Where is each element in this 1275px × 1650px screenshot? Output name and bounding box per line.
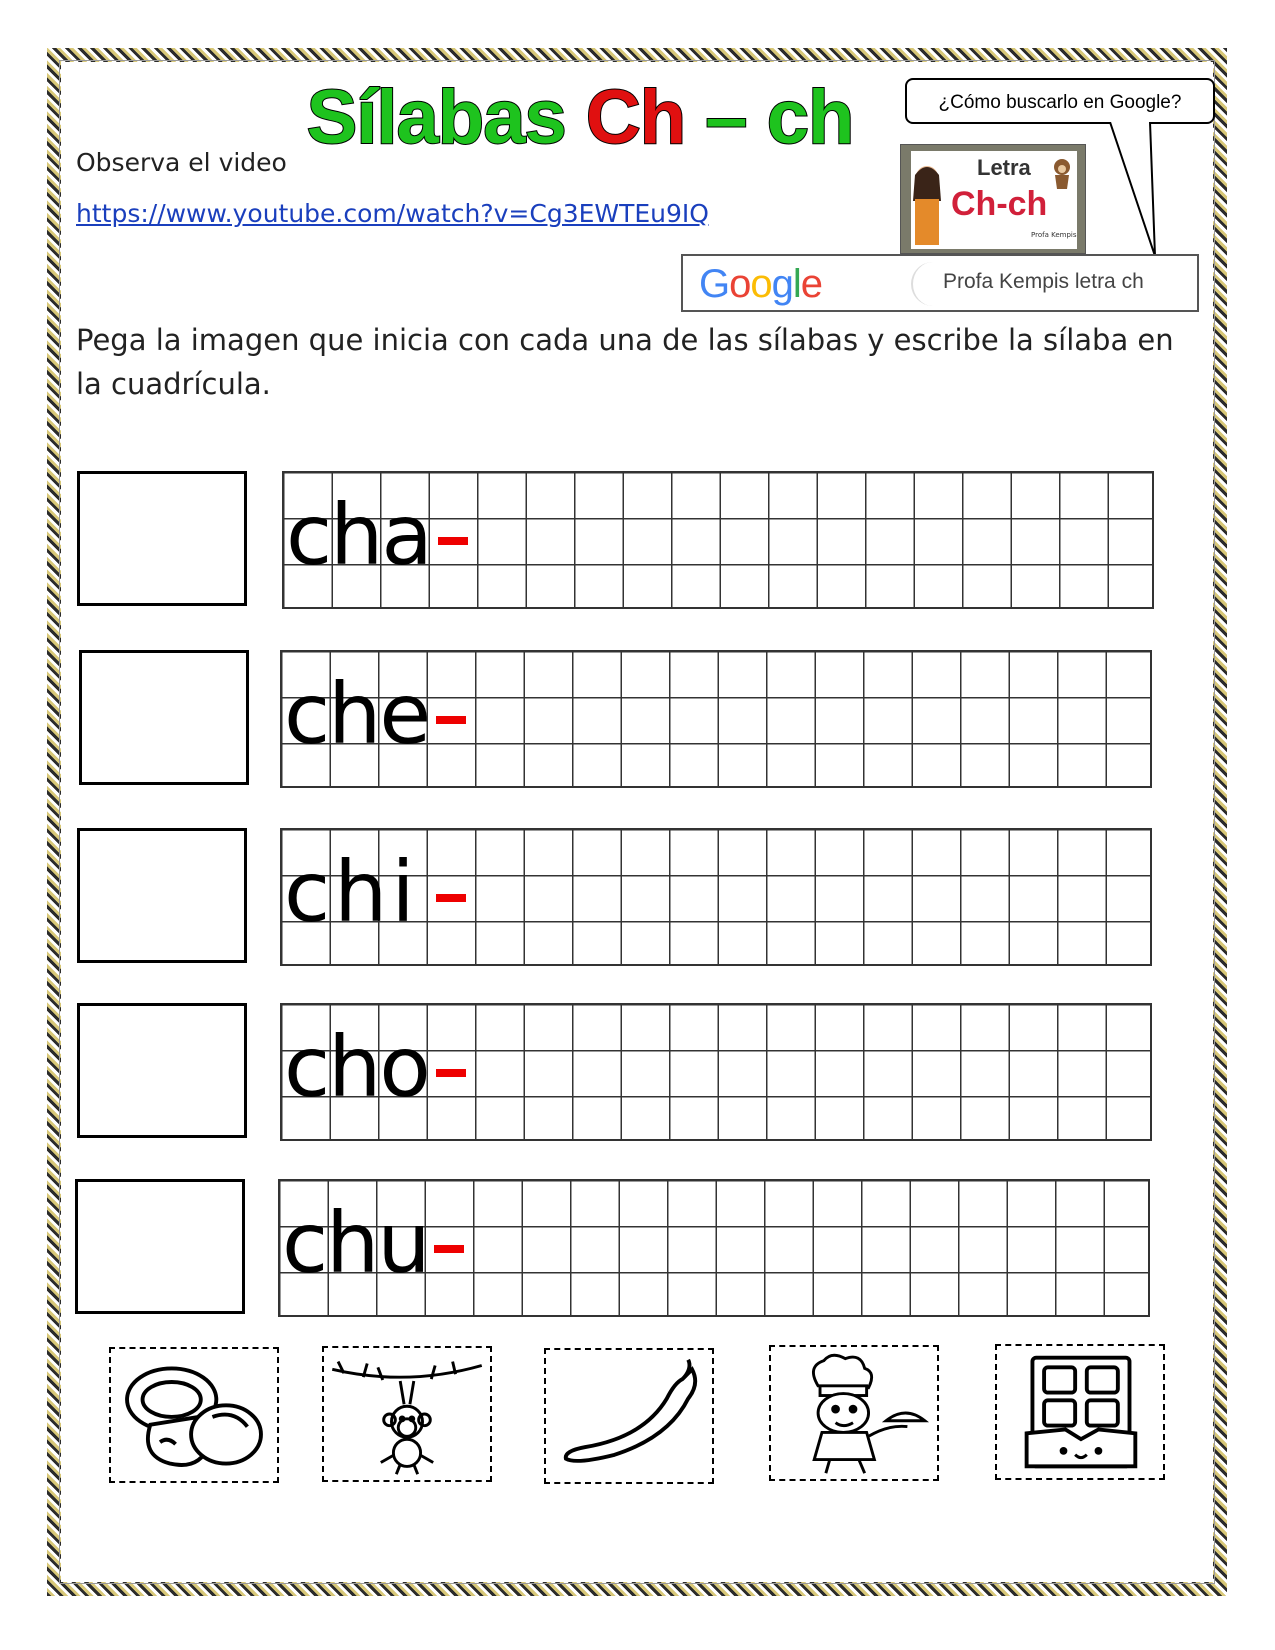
syllable-cha: cha: [286, 486, 431, 584]
writing-grid-che[interactable]: [280, 650, 1152, 788]
title-dash: –: [705, 75, 747, 160]
chef-icon: [771, 1347, 937, 1479]
syllable-cho: cho: [284, 1018, 429, 1116]
paste-box-che[interactable]: [79, 650, 249, 785]
cut-image-chocolate[interactable]: [995, 1344, 1165, 1480]
red-dash: [436, 716, 466, 724]
title-ch-lower: ch: [766, 75, 854, 160]
red-dash: [438, 537, 468, 545]
writing-grid-chi[interactable]: [280, 828, 1152, 966]
video-link[interactable]: https://www.youtube.com/watch?v=Cg3EWTEu9IQ: [76, 199, 709, 228]
google-search-box[interactable]: [681, 254, 1199, 312]
syllable-chu: chu: [282, 1194, 429, 1292]
pacifier-icon: [111, 1349, 277, 1481]
callout-pointer: [1100, 122, 1160, 258]
video-thumbnail[interactable]: [900, 144, 1086, 254]
google-query: Profa Kempis letra ch: [943, 270, 1144, 293]
monkey-icon: [324, 1348, 490, 1480]
google-logo: Google: [699, 262, 823, 306]
thumbnail-letter: Ch-ch: [951, 185, 1048, 223]
syllable-che: che: [284, 665, 430, 763]
writing-grid-cha[interactable]: [282, 471, 1154, 609]
paste-box-chu[interactable]: [75, 1179, 245, 1314]
title-ch-upper: Ch: [585, 75, 686, 160]
cut-image-monkey[interactable]: [322, 1346, 492, 1482]
paste-box-cha[interactable]: [77, 471, 247, 606]
red-dash: [434, 1245, 464, 1253]
thumbnail-caption: Profa Kempis: [1031, 231, 1077, 239]
teacher-icon: [907, 155, 947, 251]
chocolate-icon: [997, 1346, 1163, 1478]
page-title: [290, 75, 870, 160]
red-dash: [436, 1069, 466, 1077]
title-silabas: Sílabas: [306, 75, 566, 160]
paste-box-cho[interactable]: [77, 1003, 247, 1138]
monkey-thumb-icon: [1047, 153, 1077, 193]
cut-image-chef[interactable]: [769, 1345, 939, 1481]
cut-image-pacifier[interactable]: [109, 1347, 279, 1483]
writing-grid-cho[interactable]: [280, 1003, 1152, 1141]
callout-bubble: ¿Cómo buscarlo en Google?: [905, 78, 1215, 124]
red-dash: [436, 894, 466, 902]
chili-icon: [546, 1350, 712, 1482]
observe-label: Observa el video: [76, 148, 287, 177]
syllable-chi: chi: [284, 843, 419, 941]
paste-box-chi[interactable]: [77, 828, 247, 963]
instruction-text: Pega la imagen que inicia con cada una de las sílabas y escribe la sílaba en la cuadrícula.: [76, 323, 1174, 401]
writing-grid-chu[interactable]: [278, 1179, 1150, 1317]
cut-image-chili[interactable]: [544, 1348, 714, 1484]
thumbnail-title: Letra: [977, 155, 1031, 180]
